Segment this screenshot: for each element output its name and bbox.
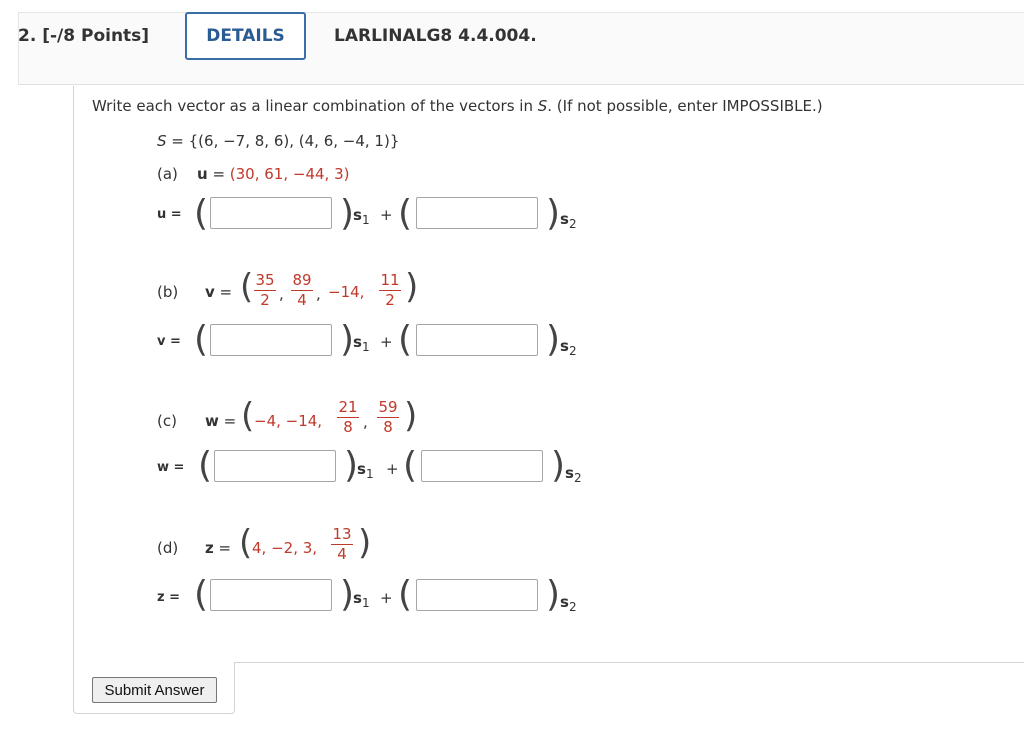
values-minus4-minus14: −4, −14, [254,412,323,430]
part-a-coef-1-input[interactable] [210,197,332,229]
set-definition: S = {(6, −7, 8, 6), (4, 6, −4, 1)} [157,132,400,150]
left-paren: ( [240,267,254,307]
part-a-coef-2-input[interactable] [416,197,538,229]
left-paren: ( [194,319,209,360]
part-c-answer-label: w = [157,460,185,475]
part-d-var: z = [205,539,232,557]
right-paren: ) [340,319,355,360]
plus-sign: + [386,460,399,478]
fraction-21-8: 21 8 [338,398,358,436]
details-button[interactable]: DETAILS [185,12,306,60]
right-paren: ) [344,445,359,486]
fraction-13-4: 13 4 [332,525,352,563]
right-paren: ) [405,267,419,307]
part-b-label: (b) [157,283,179,301]
left-paren: ( [241,396,255,436]
s2-label: $s_2$ [560,210,577,231]
part-d-label: (d) [157,539,179,557]
part-c-label: (c) [157,412,177,430]
part-a-answer-label: u = [157,207,182,222]
right-paren: ) [404,396,418,436]
part-b-coef-1-input[interactable] [210,324,332,356]
left-paren: ( [198,445,213,486]
right-paren: ) [340,193,355,234]
left-paren: ( [194,574,209,615]
s1-label: $s_1$ [357,460,374,481]
fraction-11-2: 11 2 [380,271,400,309]
right-paren: ) [340,574,355,615]
left-paren: ( [239,523,253,563]
left-paren: ( [398,193,413,234]
divider [234,662,1024,663]
right-paren: ) [358,523,372,563]
right-paren: ) [546,574,561,615]
part-c-coef-2-input[interactable] [421,450,543,482]
plus-sign: + [380,206,393,224]
part-d-coef-1-input[interactable] [210,579,332,611]
s2-label: $s_2$ [565,464,582,485]
instructions: Write each vector as a linear combination of the vectors in S. (If not possible, enter IMPOSSIBLE.) [92,97,823,115]
fraction-35-2: 35 2 [255,271,275,309]
part-c-var: w = [205,412,237,430]
part-c-coef-1-input[interactable] [214,450,336,482]
question-number: 2. [-/8 Points] [18,26,150,46]
part-b-coef-2-input[interactable] [416,324,538,356]
right-paren: ) [546,319,561,360]
left-paren: ( [398,574,413,615]
values-4-minus2-3: 4, −2, 3, [252,539,318,557]
part-d-coef-2-input[interactable] [416,579,538,611]
fraction-89-4: 89 4 [292,271,312,309]
question-header [18,12,1024,85]
plus-sign: + [380,333,393,351]
s2-label: $s_2$ [560,337,577,358]
question-code: LARLINALG8 4.4.004. [334,26,537,46]
submit-answer-button[interactable]: Submit Answer [92,677,217,703]
part-b-var: v = [205,283,233,301]
plus-sign: + [380,589,393,607]
s1-label: $s_1$ [353,333,370,354]
part-d-answer-label: z = [157,590,180,605]
part-b-answer-label: v = [157,334,181,349]
s2-label: $s_2$ [560,593,577,614]
part-a-prompt: (a) u = (30, 61, −44, 3) [157,165,350,183]
left-paren: ( [403,445,418,486]
left-paren: ( [194,193,209,234]
right-paren: ) [546,193,561,234]
value-minus-14: −14, [328,283,365,301]
left-paren: ( [398,319,413,360]
s1-label: $s_1$ [353,206,370,227]
fraction-59-8: 59 8 [378,398,398,436]
s1-label: $s_1$ [353,589,370,610]
right-paren: ) [551,445,566,486]
